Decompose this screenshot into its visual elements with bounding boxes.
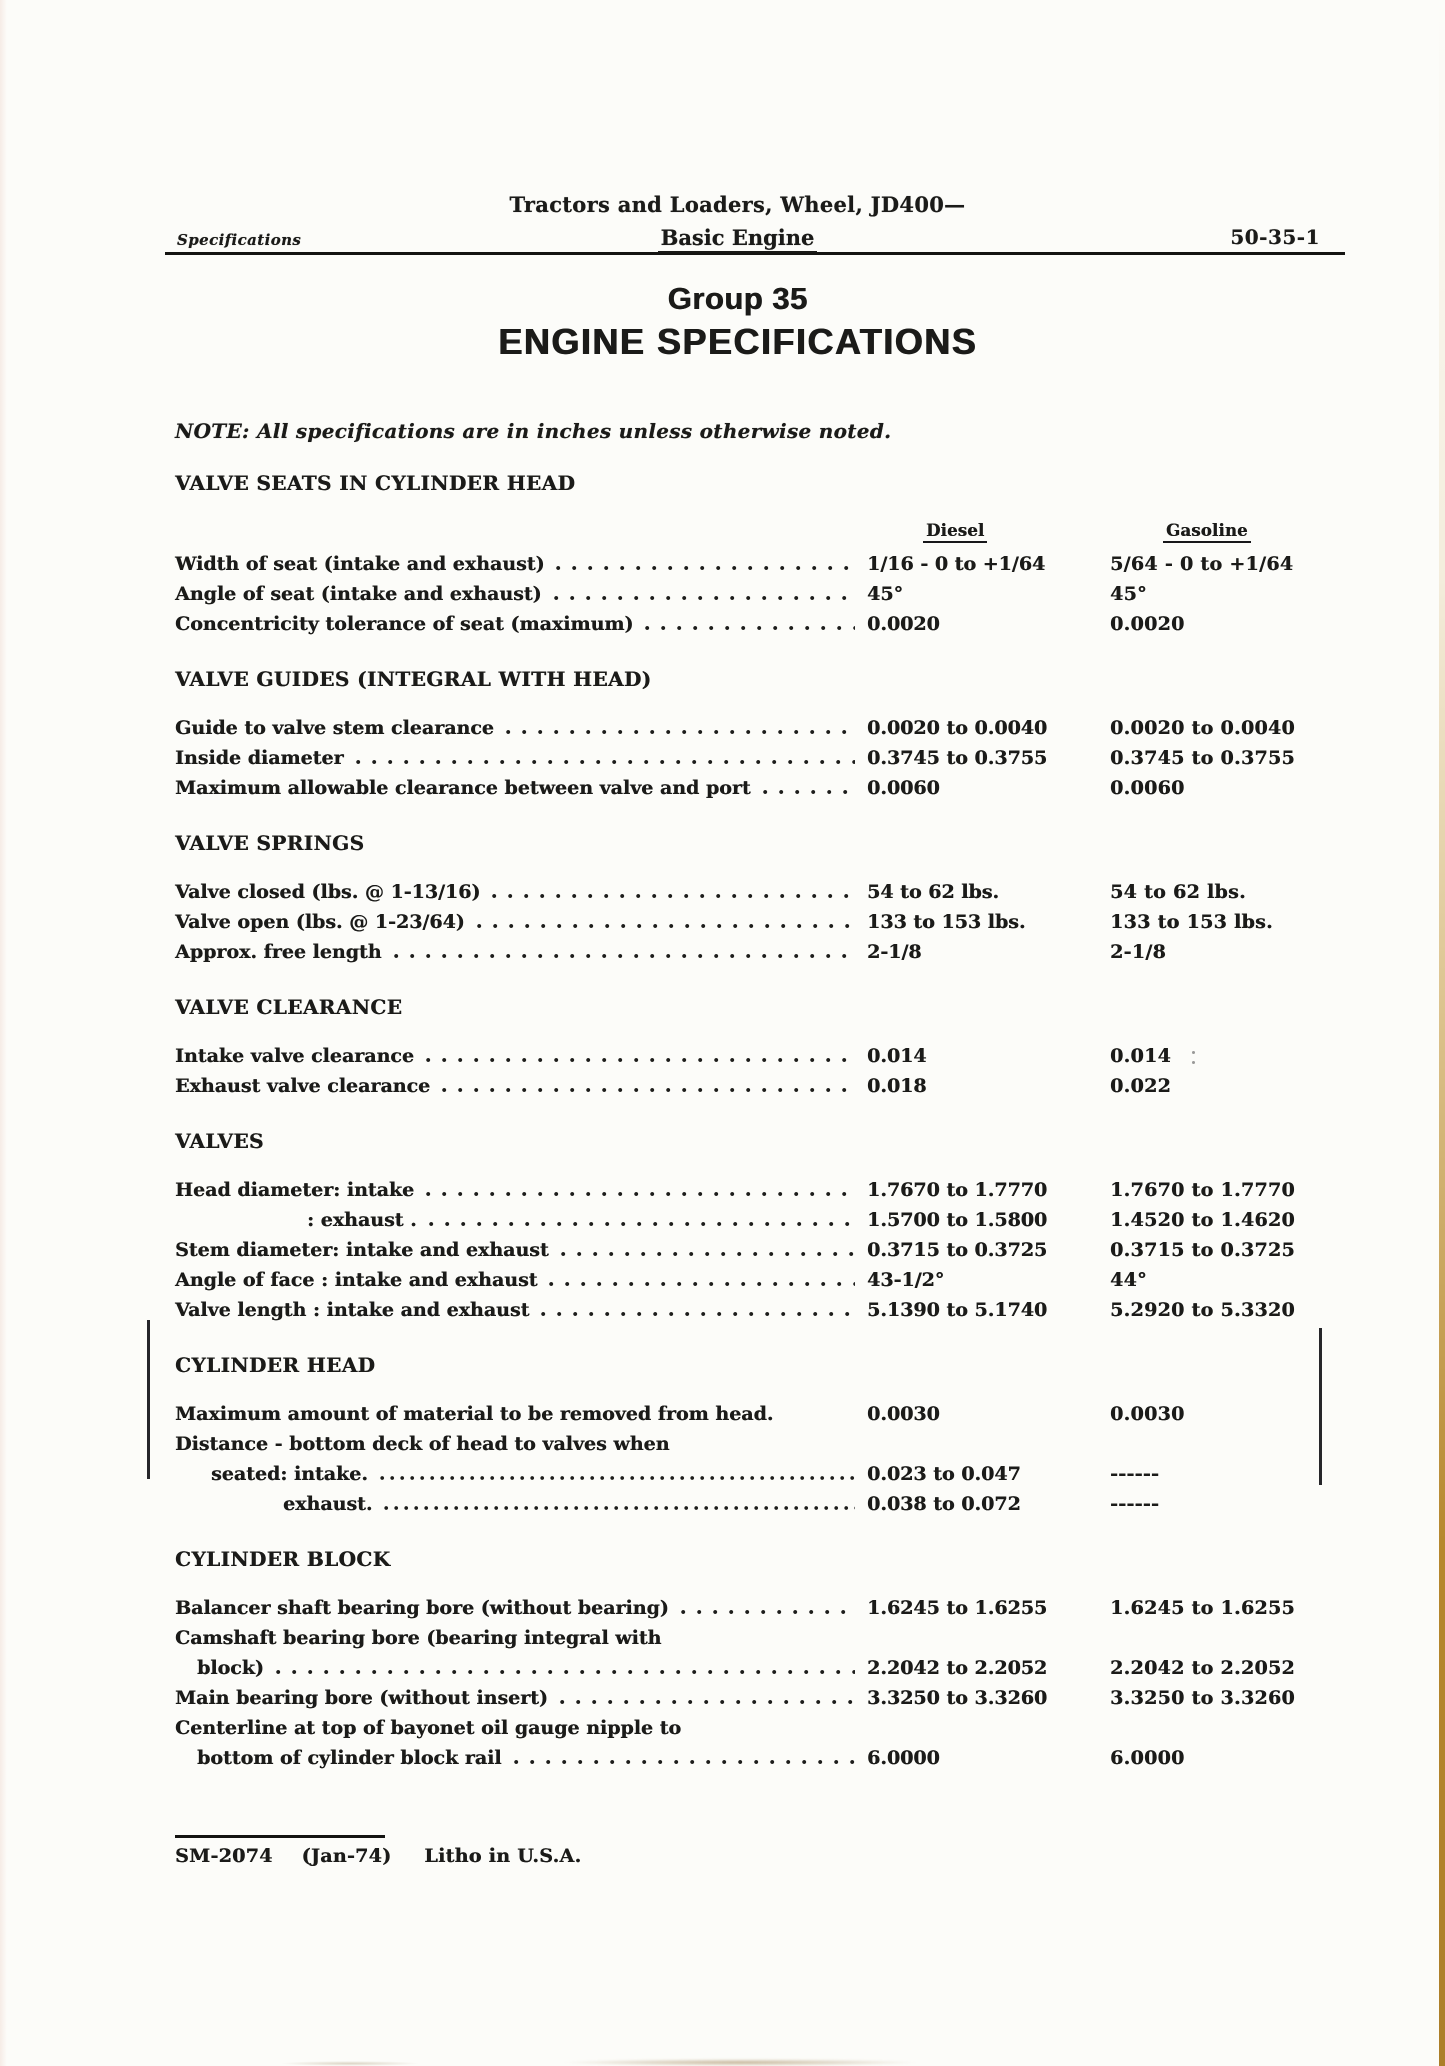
diesel-value: 3.3250 to 3.3260 <box>867 1687 1048 1710</box>
header-title-line2: Basic Engine <box>658 225 818 253</box>
dot-leader <box>541 1295 855 1325</box>
row-label: Valve length : intake and exhaust <box>175 1299 530 1322</box>
spec-row <box>175 1205 1300 1235</box>
dot-leader <box>276 1653 855 1683</box>
spec-row <box>175 1653 1300 1683</box>
diesel-value: 45° <box>867 583 903 606</box>
spec-row <box>175 609 1300 639</box>
dot-leader <box>763 773 855 803</box>
row-label: Distance - bottom deck of head to valves when <box>175 1433 670 1456</box>
row-label: Valve open (lbs. @ 1-23/64) <box>175 911 465 934</box>
gasoline-value <box>1110 1713 1300 1743</box>
diesel-value: 1.5700 to 1.5800 <box>867 1209 1048 1232</box>
diesel-value: 2.2042 to 2.2052 <box>867 1657 1048 1680</box>
row-label: Intake valve clearance <box>175 1045 414 1068</box>
note-text: NOTE: All specifications are in inches unless otherwise noted. <box>175 419 892 444</box>
gasoline-value: 0.0060 <box>1110 777 1185 800</box>
column-headers <box>175 517 1300 547</box>
diesel-value: 1/16 - 0 to +1/64 <box>867 553 1046 576</box>
gasoline-value: 44° <box>1110 1269 1147 1292</box>
diesel-value: 0.038 to 0.072 <box>867 1493 1021 1516</box>
section-6 <box>175 1546 1300 1773</box>
spec-row <box>175 1175 1300 1205</box>
gasoline-value: 0.0020 to 0.0040 <box>1110 717 1295 740</box>
spec-row <box>175 1743 1300 1773</box>
row-label: block) <box>197 1657 264 1680</box>
spec-row <box>175 713 1300 743</box>
section-heading: VALVE SPRINGS <box>175 831 365 856</box>
gasoline-value: 6.0000 <box>1110 1747 1185 1770</box>
spec-row <box>175 1459 1300 1489</box>
page-number: 50-35-1 <box>1230 225 1320 249</box>
dot-leader <box>477 907 855 937</box>
footer-rule <box>175 1835 385 1838</box>
row-label: Stem diameter: intake and exhaust <box>175 1239 549 1262</box>
gasoline-value: 45° <box>1110 583 1147 606</box>
diesel-value: 0.023 to 0.047 <box>867 1463 1021 1486</box>
group-title: Group 35 <box>667 281 808 317</box>
row-label: Angle of seat (intake and exhaust) <box>175 583 542 606</box>
row-label: Inside diameter <box>175 747 344 770</box>
row-label: Centerline at top of bayonet oil gauge nipple to <box>175 1717 682 1740</box>
section-heading: CYLINDER BLOCK <box>175 1547 391 1572</box>
gasoline-value: 0.0020 <box>1110 613 1185 636</box>
gasoline-value: 1.6245 to 1.6255 <box>1110 1597 1295 1620</box>
section-2 <box>175 830 1300 967</box>
spec-sections <box>175 470 1300 1773</box>
gasoline-value: ------ <box>1110 1463 1160 1486</box>
spec-row <box>175 1295 1300 1325</box>
spec-row <box>175 1041 1300 1071</box>
spec-row <box>175 1265 1300 1295</box>
dot-leader <box>506 713 855 743</box>
gasoline-value: 5/64 - 0 to +1/64 <box>1110 553 1294 576</box>
gasoline-value: 0.3715 to 0.3725 <box>1110 1239 1295 1262</box>
spec-row <box>175 579 1300 609</box>
section-3 <box>175 994 1300 1101</box>
spec-row <box>175 1235 1300 1265</box>
dot-leader <box>673 1623 855 1653</box>
page-edge-gold <box>1439 0 1445 2066</box>
row-label: Maximum allowable clearance between valve and port <box>175 777 751 800</box>
header-title-line1: Tractors and Loaders, Wheel, JD400— <box>509 192 966 217</box>
section-0 <box>175 470 1300 639</box>
section-heading: VALVE GUIDES (INTEGRAL WITH HEAD) <box>175 667 652 692</box>
gasoline-value: 0.0030 <box>1110 1403 1185 1426</box>
row-label: Angle of face : intake and exhaust <box>175 1269 538 1292</box>
row-label: Balancer shaft bearing bore (without bearing) <box>175 1597 669 1620</box>
diesel-value: 133 to 153 lbs. <box>867 911 1026 934</box>
gasoline-value <box>1110 1429 1300 1459</box>
row-label: Width of seat (intake and exhaust) <box>175 553 545 576</box>
dot-leader <box>693 1713 855 1743</box>
dot-leader <box>549 1265 855 1295</box>
row-label: Exhaust valve clearance <box>175 1075 431 1098</box>
page-footer <box>175 1835 1300 1867</box>
diesel-value: 1.6245 to 1.6255 <box>867 1597 1048 1620</box>
gasoline-value: 0.3745 to 0.3755 <box>1110 747 1295 770</box>
page-edge-left <box>0 0 7 2066</box>
section-heading: CYLINDER HEAD <box>175 1353 376 1378</box>
dot-leader <box>394 937 855 967</box>
revision-bar-right <box>1319 1328 1322 1485</box>
spec-row <box>175 1713 1300 1743</box>
diesel-value: 0.3715 to 0.3725 <box>867 1239 1048 1262</box>
diesel-value: 0.018 <box>867 1075 927 1098</box>
diesel-value: 1.7670 to 1.7770 <box>867 1179 1048 1202</box>
header-left-label: Specifications <box>177 231 302 249</box>
row-label: : exhaust . <box>307 1209 417 1232</box>
gasoline-value: 0.014 <box>1110 1045 1171 1068</box>
diesel-value: 2-1/8 <box>867 941 922 964</box>
gasoline-value <box>1110 1623 1300 1653</box>
row-label: bottom of cylinder block rail <box>197 1747 502 1770</box>
diesel-value: 5.1390 to 5.1740 <box>867 1299 1048 1322</box>
diesel-value: 0.0020 <box>867 613 940 636</box>
row-label: seated: intake. <box>211 1463 368 1486</box>
spec-row <box>175 549 1300 579</box>
diesel-value: 6.0000 <box>867 1747 940 1770</box>
diesel-value <box>867 1623 1110 1653</box>
dot-leader <box>384 1489 855 1519</box>
footer-doc-code: SM-2074 <box>175 1845 273 1868</box>
dot-leader <box>554 579 855 609</box>
row-label: Valve closed (lbs. @ 1-13/16) <box>175 881 481 904</box>
footer-date: (Jan-74) <box>301 1845 392 1868</box>
column-header-gasoline: Gasoline <box>1163 521 1251 543</box>
spec-row <box>175 1071 1300 1101</box>
scan-smudge-bottom <box>560 2059 920 2066</box>
diesel-value <box>867 1429 1110 1459</box>
diesel-value: 43-1/2° <box>867 1269 945 1292</box>
gasoline-value: 133 to 153 lbs. <box>1110 911 1273 934</box>
diesel-value: 0.014 <box>867 1045 927 1068</box>
gasoline-value: 2.2042 to 2.2052 <box>1110 1657 1295 1680</box>
spec-row <box>175 773 1300 803</box>
spec-row <box>175 1489 1300 1519</box>
row-label: Camshaft bearing bore (bearing integral with <box>175 1627 662 1650</box>
diesel-value: 0.3745 to 0.3755 <box>867 747 1048 770</box>
gasoline-value: ------ <box>1110 1493 1160 1516</box>
dot-leader <box>561 1235 855 1265</box>
diesel-value: 0.0060 <box>867 777 940 800</box>
dot-leader <box>785 1399 855 1429</box>
row-label: Concentricity tolerance of seat (maximum) <box>175 613 634 636</box>
section-5 <box>175 1352 1300 1519</box>
spec-row <box>175 1683 1300 1713</box>
spec-row <box>175 877 1300 907</box>
scan-artifact-colon <box>1192 1048 1196 1066</box>
diesel-value: 54 to 62 lbs. <box>867 881 999 904</box>
dot-leader <box>514 1743 855 1773</box>
dot-leader <box>560 1683 855 1713</box>
page-header <box>175 192 1320 255</box>
gasoline-value: 0.022 <box>1110 1075 1171 1098</box>
spec-row <box>175 1593 1300 1623</box>
section-4 <box>175 1128 1300 1325</box>
spec-row <box>175 1399 1300 1429</box>
dot-leader <box>426 1041 855 1071</box>
row-label: Approx. free length <box>175 941 382 964</box>
diesel-value: 0.0030 <box>867 1403 940 1426</box>
spec-row <box>175 937 1300 967</box>
row-label: Guide to valve stem clearance <box>175 717 494 740</box>
section-heading: VALVE CLEARANCE <box>175 995 403 1020</box>
scan-smudge-bottom-2 <box>280 2061 420 2066</box>
column-header-diesel: Diesel <box>923 521 987 543</box>
row-label: Head diameter: intake <box>175 1179 415 1202</box>
spec-row <box>175 743 1300 773</box>
revision-bar-left <box>147 1320 150 1479</box>
diesel-value: 0.0020 to 0.0040 <box>867 717 1048 740</box>
dot-leader <box>442 1071 855 1101</box>
gasoline-value: 1.7670 to 1.7770 <box>1110 1179 1295 1202</box>
dot-leader <box>429 1205 855 1235</box>
gasoline-value: 5.2920 to 5.3320 <box>1110 1299 1295 1322</box>
dot-leader <box>380 1459 855 1489</box>
spec-row <box>175 907 1300 937</box>
dot-leader <box>492 877 855 907</box>
section-1 <box>175 666 1300 803</box>
dot-leader <box>426 1175 855 1205</box>
gasoline-value: 54 to 62 lbs. <box>1110 881 1246 904</box>
diesel-value <box>867 1713 1110 1743</box>
gasoline-value: 3.3250 to 3.3260 <box>1110 1687 1295 1710</box>
dot-leader <box>645 609 855 639</box>
footer-litho: Litho in U.S.A. <box>424 1845 582 1868</box>
gasoline-value: 2-1/8 <box>1110 941 1166 964</box>
dot-leader <box>681 1593 855 1623</box>
row-label: exhaust. <box>283 1493 373 1516</box>
dot-leader <box>681 1429 855 1459</box>
spec-row <box>175 1429 1300 1459</box>
section-heading: VALVES <box>175 1129 264 1154</box>
page-title: ENGINE SPECIFICATIONS <box>498 321 977 363</box>
header-title-line2-wrap <box>175 225 1300 250</box>
gasoline-value: 1.4520 to 1.4620 <box>1110 1209 1295 1232</box>
row-label: Main bearing bore (without insert) <box>175 1687 548 1710</box>
spec-row <box>175 1623 1300 1653</box>
dot-leader <box>556 549 855 579</box>
section-heading: VALVE SEATS IN CYLINDER HEAD <box>175 471 576 496</box>
dot-leader <box>356 743 856 773</box>
row-label: Maximum amount of material to be removed from head. <box>175 1403 774 1426</box>
